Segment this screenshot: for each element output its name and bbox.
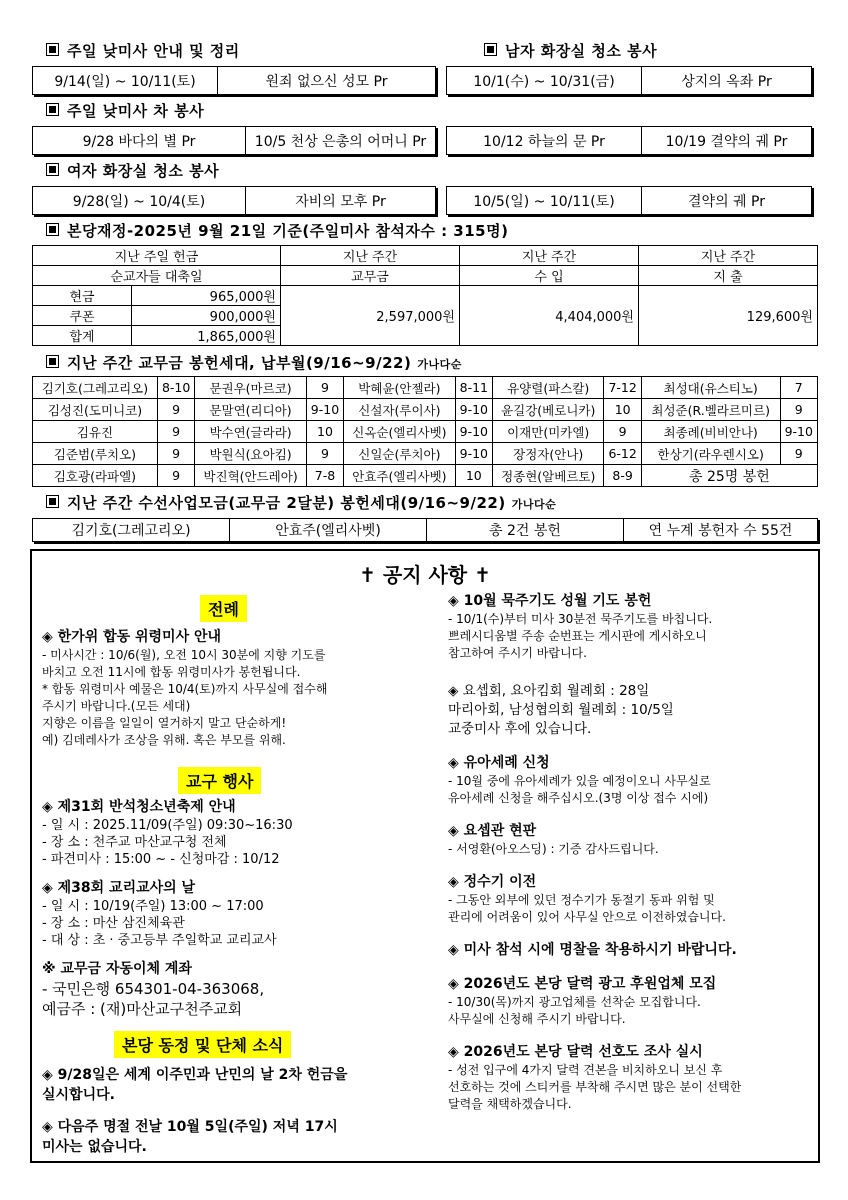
donor-months: 7-8: [306, 465, 343, 487]
table-row: [33, 377, 818, 399]
notice-line: 예) 김데레사가 조상을 위해. 혹은 부모를 위해.: [42, 733, 286, 747]
notice-item-title: ◈ 제38회 교리교사의 날: [42, 880, 196, 896]
notice-left-column: [42, 627, 422, 749]
mission-annual-total: 연 누계 봉헌자 수 55건: [623, 519, 817, 541]
notice-line: 교중미사 후에 있습니다.: [448, 721, 592, 737]
notice-line: - 일 시 : 2025.11/09(주일) 09:30~16:30: [42, 818, 293, 833]
notice-line: 선호하는 것에 스티커를 부착해 주시면 많은 분이 선택한: [448, 1080, 742, 1094]
notice-line: - 대 상 : 초 · 중고등부 주일학교 교리교사: [42, 933, 277, 948]
finance-row-label: 쿠폰: [33, 306, 132, 326]
men-cleaning-box: [446, 66, 812, 95]
women-cleaning-group: 결약의 궤 Pr: [641, 187, 811, 214]
mass-guide-period: 9/14(일) ~ 10/11(토): [54, 73, 196, 90]
notice-line: - 10/1(수)부터 미사 30분전 묵주기도를 바칩니다.: [448, 612, 713, 626]
tea-item: 10/12 하늘의 문 Pr: [483, 133, 605, 150]
notice-item-body: [448, 892, 810, 926]
donor-months: 10: [455, 465, 492, 487]
notice-item-title: ◈ 2026년도 본당 달력 광고 후원업체 모집: [448, 976, 717, 992]
finance-row-value: 900,000원: [132, 306, 281, 326]
finance-row-label: 현금: [33, 286, 132, 306]
notice-item-body: [448, 1062, 810, 1113]
donor-name: 최종례(비비안나): [641, 421, 780, 443]
donor-name: 박수연(글라라): [195, 421, 306, 443]
donor-name: 정종현(알베르토): [493, 465, 604, 487]
mission-donor: 안효주(엘리사벳): [229, 519, 426, 541]
notice-line: 사무실에 신청해 주시기 바랍니다.: [448, 1012, 626, 1026]
table-row: [33, 421, 818, 443]
finance-row-value: 965,000원: [132, 286, 281, 306]
finance-income: 4,404,000원: [460, 286, 639, 346]
donor-months: 6-12: [604, 443, 641, 465]
women-cleaning-period: 9/28(일) ~ 10/4(토): [72, 193, 206, 210]
donor-name: 이재만(미카엘): [493, 421, 604, 443]
notice-header-diocese: 교구 행사: [178, 767, 261, 794]
notice-item-title: ◈ 제31회 반석청소년축제 안내: [42, 799, 236, 815]
section-title-finance: 본당재정-2025년 9월 21일 기준(주일미사 참석자수 : 315명): [46, 220, 508, 241]
donor-name: 장정자(안나): [493, 443, 604, 465]
donor-name: 김성진(도미니코): [33, 399, 158, 421]
notice-item-body: [42, 979, 422, 1019]
donor-name: 윤길강(베로니카): [493, 399, 604, 421]
donor-name: 신설자(루이사): [344, 399, 455, 421]
notice-header-liturgy: 전례: [200, 595, 247, 622]
notice-item-body: [42, 647, 422, 749]
donor-name: 최성대(유스티노): [641, 377, 780, 399]
notice-item-body: [448, 994, 810, 1028]
notice-title: ✝ 공지 사항 ✝: [359, 563, 491, 587]
donor-months: 10: [604, 399, 641, 421]
donor-months: 9-10: [455, 443, 492, 465]
mass-guide-group: 원죄 없으신 성모 Pr: [217, 67, 435, 94]
notice-item-body: [448, 841, 810, 858]
donor-months: 9: [780, 399, 818, 421]
notice-line: 마리아회, 남성협의회 월례회 : 10/5일: [448, 702, 674, 718]
notice-line: 주시기 바랍니다.(모든 세대): [42, 699, 191, 713]
notice-line: ◈ 9/28일은 세계 이주민과 난민의 날 2차 헌금을: [42, 1067, 348, 1083]
notice-line: 쁘레시디움별 주송 순번표는 게시판에 게시하오니: [448, 629, 707, 643]
notice-line: 유아세례 신청을 해주십시오.(3명 이상 접수 시에): [448, 791, 709, 805]
donor-name: 박원식(요아킴): [195, 443, 306, 465]
mission-box: [32, 518, 818, 542]
donor-name: 유양렬(파스칼): [493, 377, 604, 399]
notice-line: 예금주 : (재)마산교구천주교회: [42, 1000, 243, 1018]
finance-h3b: 수 입: [460, 266, 639, 286]
finance-h4a: 지난 주간: [639, 246, 818, 266]
notice-item-title: ◈ 정수기 이전: [448, 874, 537, 890]
tea-item: 10/19 결약의 궤 Pr: [641, 127, 811, 154]
donors-table: [32, 376, 818, 487]
notice-item-body: [42, 1065, 422, 1105]
finance-dues: 2,597,000원: [281, 286, 460, 346]
donor-months: 9: [157, 443, 194, 465]
notice-line: 관리에 어려움이 있어 사무실 안으로 이전하였습니다.: [448, 910, 726, 924]
finance-row-label: 합계: [33, 326, 132, 346]
donor-name: 김유진: [33, 421, 158, 443]
tea-box-1: [32, 126, 436, 155]
notice-line: - 일 시 : 10/19(주일) 13:00 ~ 17:00: [42, 899, 264, 914]
donor-months: 7-12: [604, 377, 641, 399]
donor-name: 김기호(그레고리오): [33, 377, 158, 399]
finance-row-value: 1,865,000원: [132, 326, 281, 346]
notice-item-title: ※ 교무금 자동이체 계좌: [42, 961, 192, 977]
notice-line: - 10/30(목)까지 광고업체를 선착순 모집합니다.: [448, 995, 701, 1009]
tea-item: 10/5 천상 은총의 어머니 Pr: [245, 127, 435, 154]
donor-name: 신일순(루치아): [344, 443, 455, 465]
notice-line: - 10월 중에 유아세례가 있을 예정이오니 사무실로: [448, 774, 711, 788]
notice-line: - 서영환(아오스딩) : 기증 감사드립니다.: [448, 842, 659, 856]
notice-line: - 파견미사 : 15:00 ~ - 신청마감 : 10/12: [42, 852, 280, 867]
notice-line: - 그동안 외부에 있던 정수기가 동절기 동파 위험 및: [448, 893, 715, 907]
donor-months: 8-11: [455, 377, 492, 399]
notice-line: * 합동 위령미사 예물은 10/4(토)까지 사무실에 접수해: [42, 682, 328, 696]
notice-item-body: [42, 817, 422, 868]
finance-h3a: 지난 주간: [460, 246, 639, 266]
donor-months: 9: [157, 399, 194, 421]
men-cleaning-group: 상지의 옥좌 Pr: [641, 67, 811, 94]
donors-total: 총 25명 봉헌: [641, 465, 817, 487]
notice-item-title: ◈ 미사 참석 시에 명찰을 착용하시기 바랍니다.: [448, 942, 737, 958]
notice-line: - 미사시간 : 10/6(월), 오전 10시 30분에 지향 기도를: [42, 648, 326, 662]
finance-h2a: 지난 주간: [281, 246, 460, 266]
donor-months: 8-10: [157, 377, 194, 399]
women-cleaning-box-1: [32, 186, 436, 215]
table-row: [33, 399, 818, 421]
donor-name: 김준범(루치오): [33, 443, 158, 465]
women-cleaning-group: 자비의 모후 Pr: [245, 187, 435, 214]
finance-h2b: 교무금: [281, 266, 460, 286]
notice-line: 지향은 이름을 일일이 열거하지 말고 단순하게!: [42, 716, 287, 730]
donor-name: 신옥순(엘리사벳): [344, 421, 455, 443]
women-cleaning-box-2: [446, 186, 812, 215]
notice-item-title: ◈ 한가위 합동 위령미사 안내: [42, 629, 222, 645]
notice-line: ◈ 다음주 명절 전날 10월 5일(주일) 저녁 17시: [42, 1119, 338, 1135]
section-title-donors: 지난 주간 교무금 봉헌세대, 납부월(9/16~9/22) 가나다순: [46, 352, 462, 373]
donor-name: 문권우(마르코): [195, 377, 306, 399]
notice-line: 바치고 오전 11시에 합동 위령미사가 봉헌됩니다.: [42, 665, 301, 679]
notice-line: ◈ 요셉회, 요아킴회 월례회 : 28일: [448, 683, 650, 699]
women-cleaning-period: 10/5(일) ~ 10/11(토): [473, 193, 615, 210]
donor-months: 9: [306, 377, 343, 399]
section-title-women-cleaning: 여자 화장실 청소 봉사: [46, 160, 219, 181]
donor-months: 9: [604, 421, 641, 443]
donor-months: 9-10: [455, 399, 492, 421]
table-row: [33, 443, 818, 465]
notice-item-title: ◈ 요셉관 현판: [448, 823, 537, 839]
finance-h4b: 지 출: [639, 266, 818, 286]
notice-item-title: ◈ 유아세례 신청: [448, 755, 550, 771]
donor-name: 최성준(R.벨라르미르): [641, 399, 780, 421]
donor-name: 박혜윤(안젤라): [344, 377, 455, 399]
notice-line: 미사는 없습니다.: [42, 1139, 147, 1155]
donor-months: 9: [157, 465, 194, 487]
notice-item-title: ◈ 2026년도 본당 달력 선호도 조사 실시: [448, 1044, 703, 1060]
notice-right-column: [448, 591, 810, 1113]
notice-line: - 장 소 : 천주교 마산교구청 전체: [42, 835, 227, 850]
finance-table: [32, 245, 818, 346]
men-cleaning-period: 10/1(수) ~ 10/31(금): [473, 73, 615, 90]
donor-months: 10: [306, 421, 343, 443]
section-title-men-cleaning: 남자 화장실 청소 봉사: [484, 40, 657, 61]
notice-line: 참고하여 주시기 바랍니다.: [448, 646, 587, 660]
tea-box-2: [446, 126, 812, 155]
donor-months: 9-10: [306, 399, 343, 421]
section-title-tea: 주일 낮미사 차 봉사: [46, 100, 204, 121]
notice-line: 달력을 채택하겠습니다.: [448, 1097, 572, 1111]
donor-name: 김호광(라파엘): [33, 465, 158, 487]
notice-line: 실시합니다.: [42, 1087, 115, 1103]
donor-name: 안효주(엘리사벳): [344, 465, 455, 487]
donor-name: 박진혁(안드레아): [195, 465, 306, 487]
table-row: [33, 465, 818, 487]
notice-left-column-3: [42, 1065, 422, 1157]
finance-expense: 129,600원: [639, 286, 818, 346]
donor-name: 문말연(리디아): [195, 399, 306, 421]
notice-box: [30, 549, 820, 1163]
notice-header-parish: 본당 동정 및 단체 소식: [114, 1031, 291, 1058]
donor-months: 9: [306, 443, 343, 465]
section-title-mass-guide: 주일 낮미사 안내 및 정리: [46, 40, 240, 61]
notice-item-body: [448, 611, 810, 662]
donor-months: 7: [780, 377, 818, 399]
notice-item-body: [42, 1117, 422, 1157]
notice-line: - 국민은행 654301-04-363068,: [42, 980, 265, 998]
mission-donor: 김기호(그레고리오): [71, 523, 191, 539]
mission-count: 총 2건 봉헌: [426, 519, 623, 541]
donor-months: 9-10: [780, 421, 818, 443]
finance-h1b: 순교자들 대축일: [33, 266, 281, 286]
section-title-mission: 지난 주간 수선사업모금(교무금 2달분) 봉헌세대(9/16~9/22) 가나다순: [46, 492, 556, 513]
donor-months: 9: [780, 443, 818, 465]
notice-item-title: ◈ 10월 묵주기도 성월 기도 봉헌: [448, 593, 652, 609]
notice-left-column-2: [42, 797, 422, 1019]
notice-item-body: [42, 898, 422, 949]
notice-item-body: [448, 773, 810, 807]
donor-months: 9-10: [455, 421, 492, 443]
notice-line: - 장 소 : 마산 삼진체육관: [42, 916, 185, 931]
donor-months: 9: [157, 421, 194, 443]
donor-months: 8-9: [604, 465, 641, 487]
notice-line: - 성전 입구에 4가지 달력 견본을 비치하오니 보신 후: [448, 1063, 723, 1077]
mass-guide-box: [32, 66, 436, 95]
finance-h1a: 지난 주일 헌금: [33, 246, 281, 266]
donor-name: 한상기(라우렌시오): [641, 443, 780, 465]
notice-item-body: [448, 682, 810, 739]
tea-item: 9/28 바다의 별 Pr: [82, 133, 196, 150]
